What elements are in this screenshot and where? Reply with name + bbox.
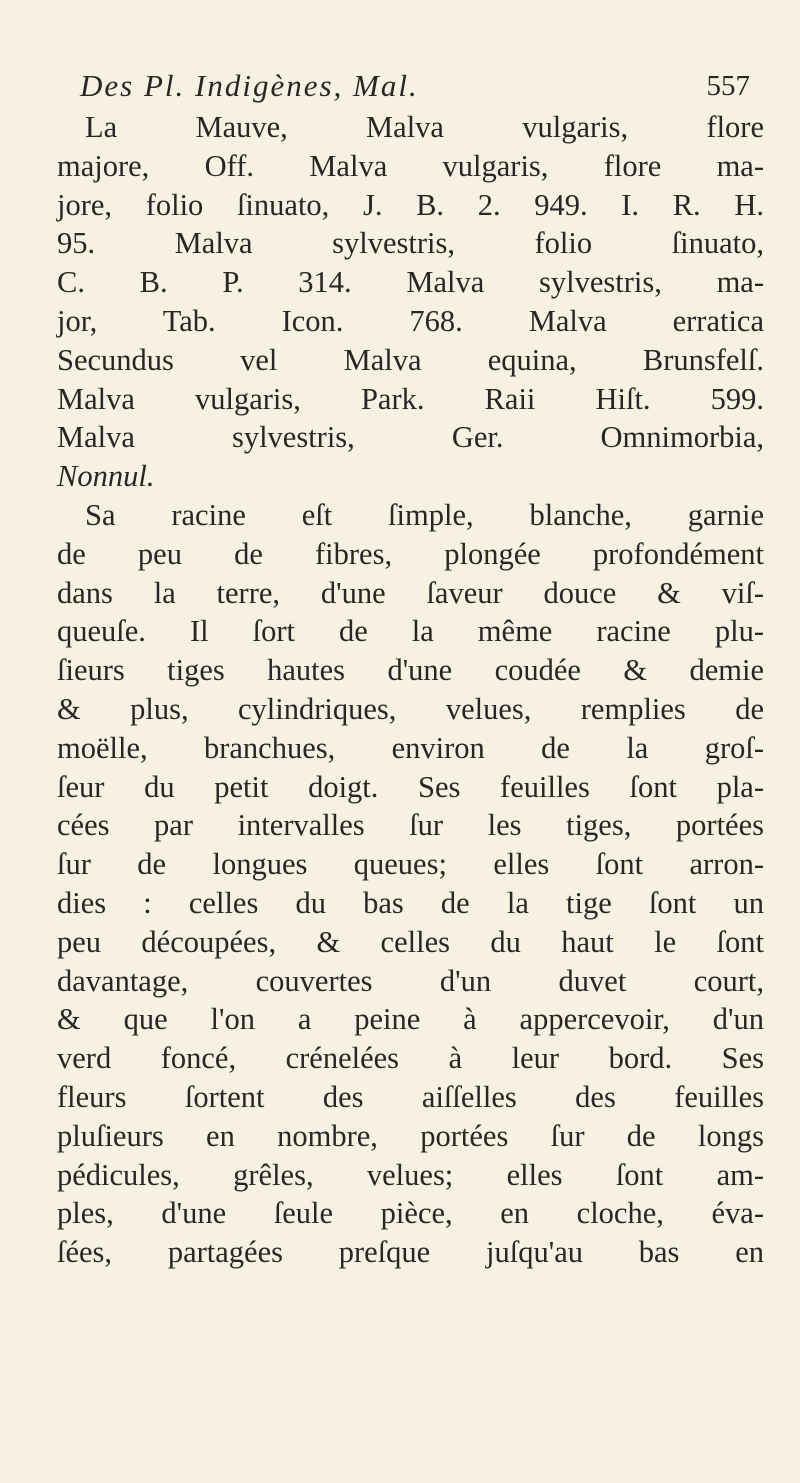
text-line: cées par intervalles ſur les tiges, portées [57,808,764,843]
text-line: peu découpées, & celles du haut le ſont [57,924,764,959]
text-line: fleurs ſortent des aiſſelles des feuilles [57,1079,764,1114]
text-line: Secundus vel Malva equina, Brunsfelſ. [57,342,764,377]
text-line: Malva vulgaris, Park. Raii Hiſt. 599. [57,381,764,416]
text-line: ſieurs tiges hautes d'une coudée & demie [57,653,764,688]
text-line: ſur de longues queues; elles ſont arron- [57,847,764,882]
text-line: majore, Off. Malva vulgaris, flore ma- [57,148,764,183]
text-line: C. B. P. 314. Malva sylvestris, ma- [57,265,764,300]
text-line: de peu de fibres, plongée profondément [57,536,764,571]
text-line: jor, Tab. Icon. 768. Malva erratica [57,303,764,338]
text-line: jore, folio ſinuato, J. B. 2. 949. I. R. H. [57,187,764,222]
text-line: Nonnul. [57,459,155,494]
text-line: pédicules, grêles, velues; elles ſont am- [57,1157,764,1192]
text-line: dans la terre, d'une ſaveur douce & viſ- [57,575,764,610]
text-line: pluſieurs en nombre, portées ſur de longs [57,1118,764,1153]
running-title: Des Pl. Indigènes, Mal. [80,68,419,103]
text-line: davantage, couvertes d'un duvet court, [57,963,764,998]
text-line: moëlle, branchues, environ de la groſ- [57,730,764,765]
text-line: ples, d'une ſeule pièce, en cloche, éva- [57,1196,764,1231]
paragraph-description [57,496,764,1272]
text-line: queuſe. Il ſort de la même racine plu- [57,614,764,649]
paragraph-synonymy [57,108,764,496]
text-line: La Mauve, Malva vulgaris, flore [85,110,764,144]
text-line: & plus, cylindriques, velues, remplies de [57,691,764,726]
body-text [57,108,764,1272]
text-line: Malva sylvestris, Ger. Omnimorbia, [57,420,764,455]
page-number: 557 [706,70,750,102]
text-line: 95. Malva sylvestris, folio ſinuato, [57,226,764,261]
page-header [80,68,750,112]
text-line: dies : celles du bas de la tige ſont un [57,885,764,920]
text-line: & que l'on a peine à appercevoir, d'un [57,1002,764,1037]
text-line: ſeur du petit doigt. Ses feuilles ſont pla- [57,769,764,804]
text-line: verd foncé, crénelées à leur bord. Ses [57,1041,764,1076]
text-line: ſées, partagées preſque juſqu'au bas en [57,1235,764,1270]
text-line: Sa racine eſt ſimple, blanche, garnie [85,497,764,532]
